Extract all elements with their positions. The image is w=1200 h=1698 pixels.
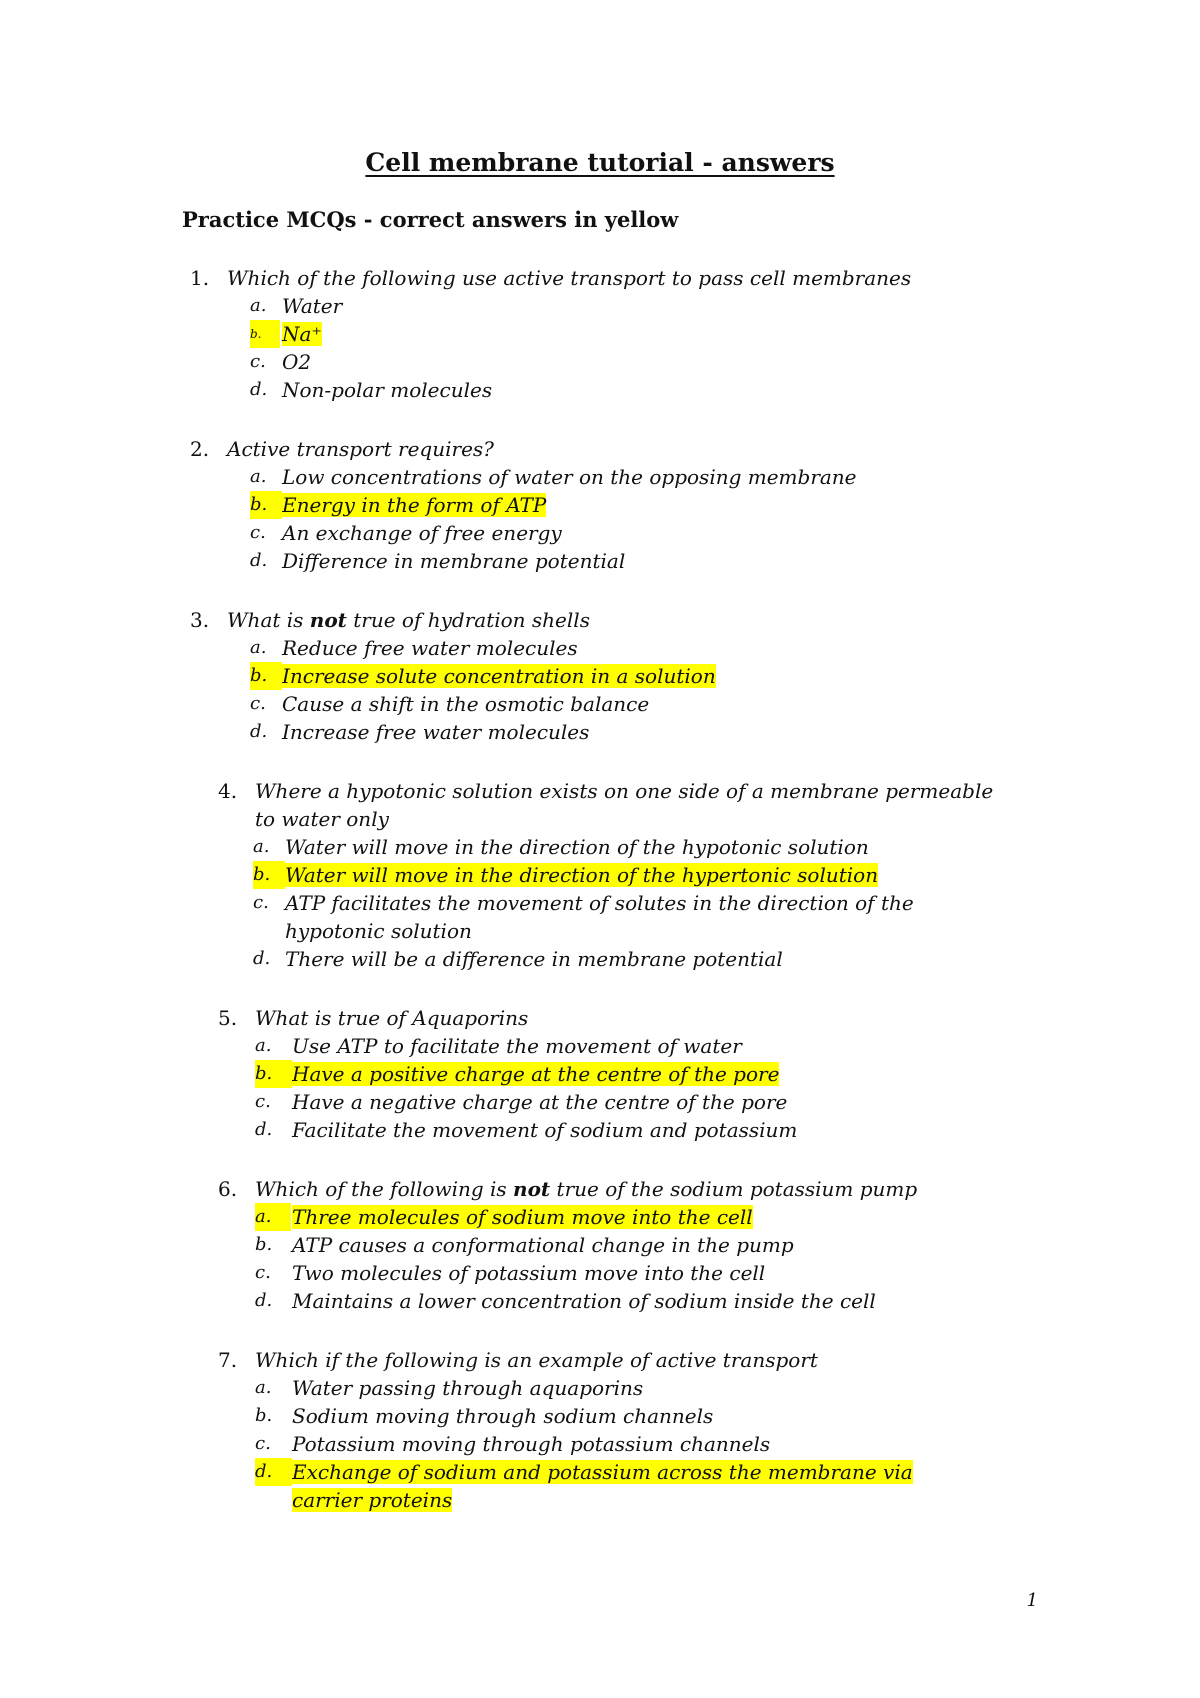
- option-text: Cause a shift in the osmotic balance: [282, 692, 650, 716]
- question-number: 5.: [218, 1006, 238, 1030]
- option-c: [250, 690, 957, 718]
- document-title: Cell membrane tutorial - answers: [365, 148, 835, 177]
- question-5: [218, 1004, 1015, 1144]
- option-d: [253, 945, 1015, 973]
- option-letter: d.: [250, 550, 268, 571]
- option-letter: c.: [255, 1433, 271, 1454]
- option-b: [255, 1402, 972, 1430]
- option-text-correct: Increase solute concentration in a solution: [282, 664, 716, 688]
- option-d: [250, 376, 957, 404]
- option-text-correct: Water will move in the direction of the hypertonic solution: [285, 863, 879, 887]
- question-text: What is true of Aquaporins: [255, 1006, 529, 1030]
- page-number: 1: [1026, 1590, 1038, 1611]
- question-text: What is not true of hydration shells: [227, 608, 590, 632]
- option-text: Water passing through aquaporins: [292, 1376, 644, 1400]
- option-text: Have a negative charge at the centre of the pore: [292, 1090, 788, 1114]
- question-text: Where a hypotonic solution exists on one side of a membrane permeable to water only: [255, 779, 994, 831]
- options-list: [255, 1032, 1015, 1144]
- question-text: Which of the following use active transport to pass cell membranes: [227, 266, 912, 290]
- question-text: Which of the following is not true of the sodium potassium pump: [255, 1177, 918, 1201]
- question-number: 3.: [190, 608, 210, 632]
- option-c: [255, 1088, 1015, 1116]
- option-letter: d.: [255, 1119, 273, 1140]
- option-text: Two molecules of potassium move into the cell: [292, 1261, 766, 1285]
- option-text: ATP facilitates the movement of solutes in the direction of the hypotonic solution: [285, 891, 914, 943]
- option-a: [250, 463, 957, 491]
- option-letter: b.: [250, 491, 282, 519]
- options-list: [255, 1203, 1015, 1315]
- section-heading: Practice MCQs - correct answers in yellow: [182, 207, 679, 232]
- option-text: Reduce free water molecules: [282, 636, 578, 660]
- options-list: [255, 1374, 972, 1514]
- option-c: [250, 519, 957, 547]
- option-text-correct: Three molecules of sodium move into the cell: [292, 1205, 753, 1229]
- option-letter: b.: [255, 1234, 273, 1255]
- question-number: 4.: [218, 779, 238, 803]
- question-number: 6.: [218, 1177, 238, 1201]
- option-letter: a.: [253, 836, 270, 857]
- option-a: [255, 1203, 1015, 1231]
- option-letter: a.: [250, 466, 267, 487]
- option-b: [250, 491, 957, 519]
- option-letter: a.: [255, 1035, 272, 1056]
- option-letter: c.: [250, 693, 266, 714]
- option-c: [253, 889, 1015, 945]
- question-number: 1.: [190, 266, 210, 290]
- option-a: [255, 1032, 1015, 1060]
- option-b: [253, 861, 1015, 889]
- option-text: Low concentrations of water on the opposing membrane: [282, 465, 857, 489]
- option-letter: b.: [255, 1060, 292, 1088]
- option-letter: b.: [255, 1405, 273, 1426]
- option-letter: d.: [255, 1458, 292, 1486]
- option-letter: c.: [255, 1091, 271, 1112]
- option-text: Increase free water molecules: [282, 720, 590, 744]
- option-text: Non-polar molecules: [282, 378, 493, 402]
- question-1: [190, 264, 957, 404]
- option-b: [250, 320, 957, 348]
- option-text: Maintains a lower concentration of sodium inside the cell: [292, 1289, 876, 1313]
- question-number: 2.: [190, 437, 210, 461]
- question-2: [190, 435, 957, 575]
- option-letter: b.: [253, 861, 285, 889]
- option-text: Facilitate the movement of sodium and potassium: [292, 1118, 798, 1142]
- option-text: ATP causes a conformational change in the pump: [292, 1233, 794, 1257]
- option-text: Water will move in the direction of the hypotonic solution: [285, 835, 869, 859]
- option-d: [255, 1458, 972, 1514]
- question-text: Active transport requires?: [227, 437, 494, 461]
- option-text-correct: Have a positive charge at the centre of the pore: [292, 1062, 780, 1086]
- question-number: 7.: [218, 1348, 238, 1372]
- options-list: [255, 833, 1015, 973]
- option-c: [255, 1259, 1015, 1287]
- option-a: [255, 1374, 972, 1402]
- option-a: [250, 634, 957, 662]
- option-letter: b.: [250, 662, 282, 690]
- option-letter: a.: [255, 1203, 291, 1231]
- option-text: Water: [282, 294, 343, 318]
- option-text: Difference in membrane potential: [282, 549, 626, 573]
- option-text-correct: Energy in the form of ATP: [282, 493, 547, 517]
- option-c: [255, 1430, 972, 1458]
- option-letter: c.: [250, 522, 266, 543]
- option-b: [255, 1231, 1015, 1259]
- option-letter: d.: [250, 721, 268, 742]
- question-text: Which if the following is an example of active transport: [255, 1348, 818, 1372]
- option-text: There will be a difference in membrane potential: [285, 947, 783, 971]
- option-text: Use ATP to facilitate the movement of water: [292, 1034, 742, 1058]
- question-3: [190, 606, 957, 746]
- question-6: [218, 1175, 1015, 1315]
- option-letter: b.: [250, 320, 280, 348]
- option-text: Sodium moving through sodium channels: [292, 1404, 714, 1428]
- option-text: Potassium moving through potassium channels: [292, 1432, 771, 1456]
- option-letter: c.: [255, 1262, 271, 1283]
- option-letter: c.: [250, 351, 266, 372]
- question-7: [218, 1346, 1015, 1514]
- option-a: [253, 833, 1015, 861]
- option-b: [255, 1060, 1015, 1088]
- option-c: [250, 348, 957, 376]
- option-letter: a.: [250, 295, 267, 316]
- option-d: [255, 1116, 1015, 1144]
- option-letter: c.: [253, 892, 269, 913]
- option-a: [250, 292, 957, 320]
- option-b: [250, 662, 957, 690]
- option-letter: a.: [255, 1377, 272, 1398]
- option-letter: d.: [250, 379, 268, 400]
- option-text-correct: Na⁺: [282, 322, 322, 346]
- option-text-correct: Exchange of sodium and potassium across the membrane via carrier proteins: [292, 1460, 913, 1512]
- option-letter: d.: [255, 1290, 273, 1311]
- options-list: [250, 292, 957, 404]
- option-letter: d.: [253, 948, 271, 969]
- options-list: [250, 634, 957, 746]
- question-4: [218, 777, 1015, 973]
- option-d: [250, 547, 957, 575]
- option-letter: a.: [250, 637, 267, 658]
- options-list: [250, 463, 957, 575]
- option-d: [255, 1287, 1015, 1315]
- option-text: An exchange of free energy: [282, 521, 562, 545]
- option-text: O2: [282, 350, 312, 374]
- option-d: [250, 718, 957, 746]
